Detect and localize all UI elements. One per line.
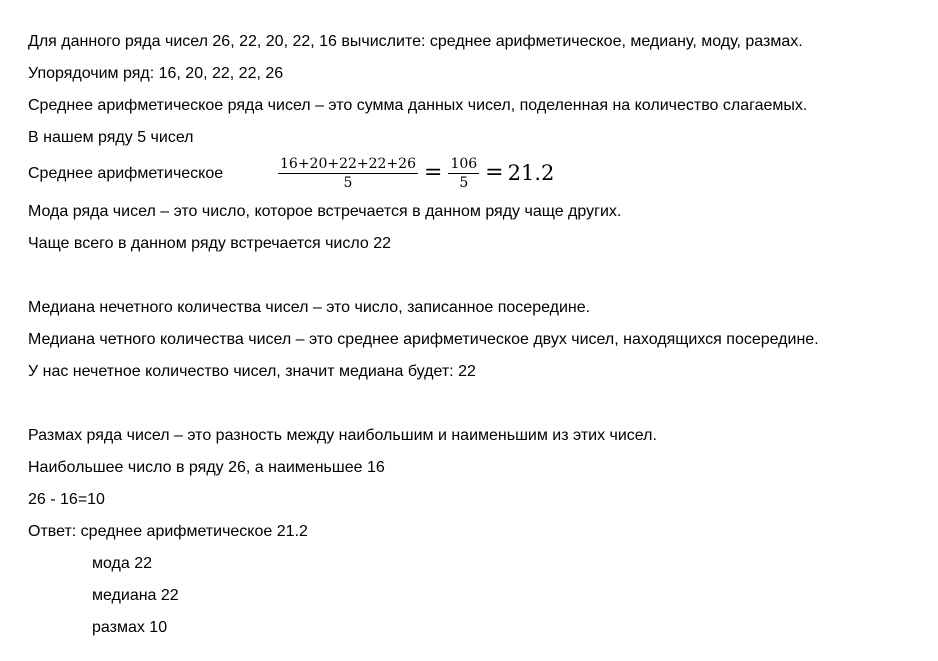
ordered-series-text: Упорядочим ряд: 16, 20, 22, 22, 26 <box>28 65 284 82</box>
mode-result-text: Чаще всего в данном ряду встречается число 22 <box>28 235 391 252</box>
mean-formula <box>276 150 554 196</box>
mean-definition-text: Среднее арифметическое ряда чисел – это сумма данных чисел, поделенная на количество слагаемых. <box>28 97 808 114</box>
answer-range: размах 10 <box>92 619 168 636</box>
range-definition-text: Размах ряда чисел – это разность между наибольшим и наименьшим из этих чисел. <box>28 427 657 444</box>
answer-text: Ответ: среднее арифметическое 21.2 <box>28 523 308 540</box>
equals-sign: = <box>485 160 504 185</box>
total-numerator: 106 <box>450 155 478 172</box>
max-min-text: Наибольшее число в ряду 26, а наименьшее 16 <box>28 459 385 476</box>
sum-numerator: 16+20+22+22+26 <box>280 155 416 172</box>
median-even-definition-text: Медиана четного количества чисел – это среднее арифметическое двух чисел, находящихся посередине. <box>28 331 819 348</box>
equals-sign: = <box>424 160 443 185</box>
formula-label: Среднее арифметическое <box>28 165 224 182</box>
answer-mode: мода 22 <box>92 555 153 572</box>
total-fraction <box>448 156 479 191</box>
total-denominator: 5 <box>459 174 469 191</box>
mode-definition-text: Мода ряда чисел – это число, которое встречается в данном ряду чаще других. <box>28 203 622 220</box>
count-text: В нашем ряду 5 чисел <box>28 129 194 146</box>
median-result-text: У нас нечетное количество чисел, значит медиана будет: 22 <box>28 363 476 380</box>
sum-fraction <box>278 156 418 191</box>
answer-median: медиана 22 <box>92 587 179 604</box>
mean-result: 21.2 <box>507 161 555 185</box>
median-odd-definition-text: Медиана нечетного количества чисел – это число, записанное посередине. <box>28 299 591 316</box>
task-statement: Для данного ряда чисел 26, 22, 20, 22, 16 вычислите: среднее арифметическое, медиану, моду, размах. <box>28 33 803 50</box>
sum-denominator: 5 <box>343 174 353 191</box>
range-calculation-text: 26 - 16=10 <box>28 491 105 508</box>
